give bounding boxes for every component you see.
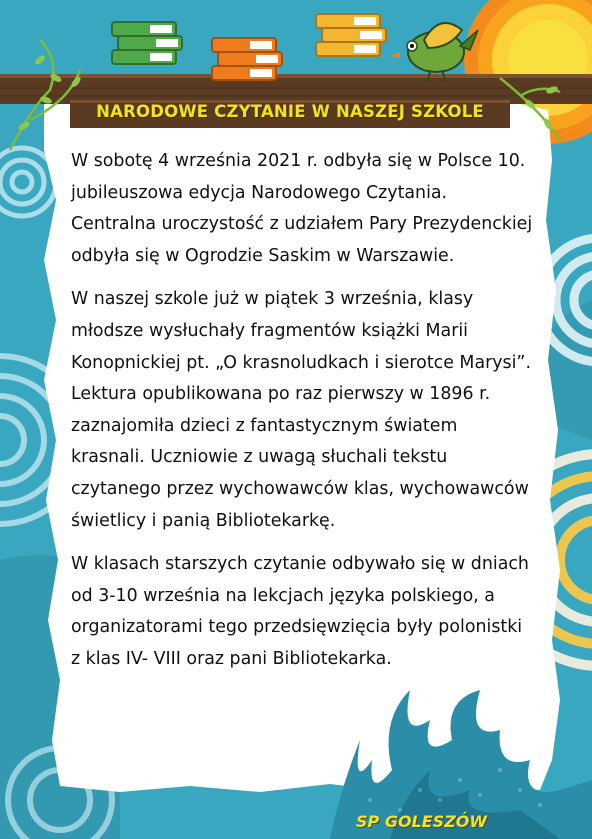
paragraph-2: W naszej szkole już w piątek 3 września, klasy młodsze wysłuchały fragmentów książki Marii Konopnickiej pt. „O krasnoludkach i sierotce Marysi”. Lektura opublikowana po raz pierwszy w 1896 r. zaznajomiła dzieci z fantastycznym światem krasnali. Uczniowie z uwagą słuchali tekstu czytanego przez wychowawców klas, wychowawców świetlicy i panią Bibliotekarkę. (71, 289, 531, 531)
title-banner (70, 96, 510, 126)
article-body (71, 146, 533, 688)
page-title: NARODOWE CZYTANIE W NASZEJ SZKOLE (96, 101, 484, 121)
books-stack-yellow-icon (316, 14, 386, 56)
books-stack-green-icon (112, 22, 182, 64)
books-stack-orange-icon (212, 38, 282, 80)
paragraph-1: W sobotę 4 września 2021 r. odbyła się w Polsce 10. jubileuszowa edycja Narodowego Czytania. Centralna uroczystość z udziałem Pary Prezydenckiej odbyła się w Ogrodzie Saskim w Warszawie. (71, 151, 533, 266)
paragraph-3: W klasach starszych czytanie odbywało się w dniach od 3-10 września na lekcjach języka polskiego, a organizatorami tego przedsięwzięcia były polonistki z klas IV- VIII oraz pani Bibliotekarka. (71, 554, 529, 669)
school-name: SP GOLESZÓW (356, 812, 488, 831)
